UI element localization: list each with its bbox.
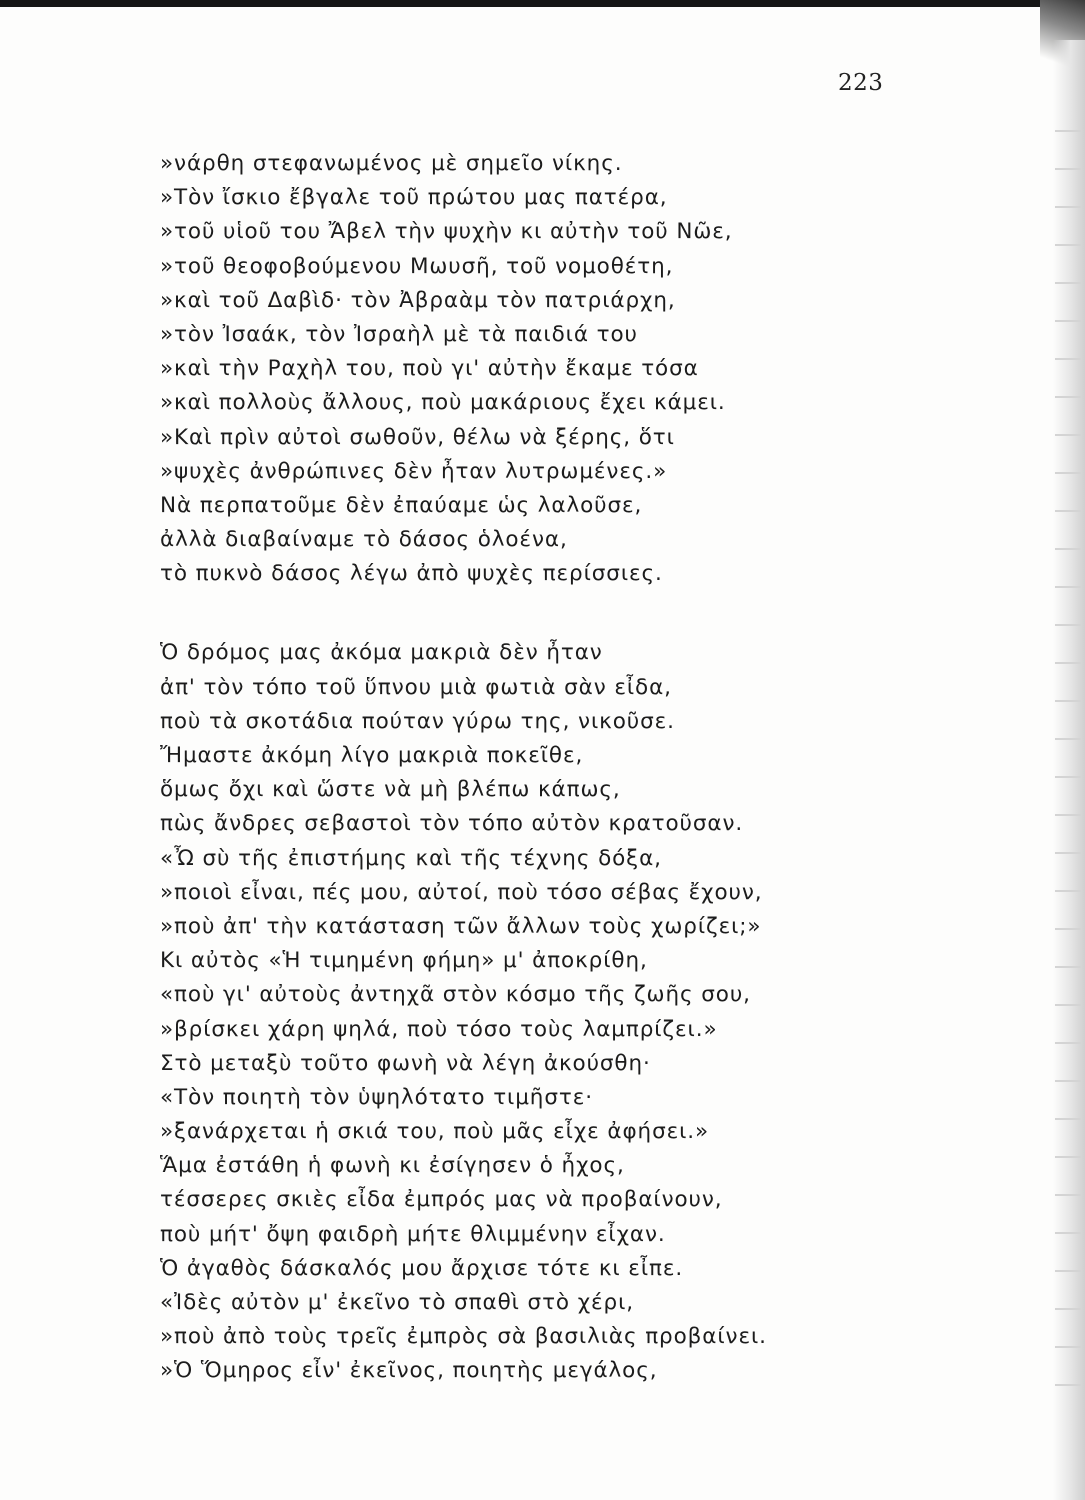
verse-line: Στὸ μεταξὺ τοῦτο φωνὴ νὰ λέγη ἀκούσθη· — [160, 1050, 651, 1076]
verse-line: »ψυχὲς ἀνθρώπινες δὲν ἦταν λυτρωμένες.» — [160, 458, 668, 484]
bleed-through-stroke — [1055, 168, 1081, 170]
bleed-through-stroke — [1055, 434, 1081, 436]
verse-line: »ποιοὶ εἶναι, πές μου, αὐτοί, ποὺ τόσο σέβας ἔχουν, — [160, 879, 763, 905]
verse-line: ποὺ μήτ' ὄψη φαιδρὴ μήτε θλιμμένην εἶχαν. — [160, 1221, 666, 1247]
bleed-through-stroke — [1055, 1384, 1081, 1386]
verse-line: «Ὦ σὺ τῆς ἐπιστήμης καὶ τῆς τέχνης δόξα, — [160, 845, 662, 871]
verse-line: »βρίσκει χάρη ψηλά, ποὺ τόσο τοὺς λαμπρίζει.» — [160, 1016, 718, 1042]
verse-line: »νάρθη στεφανωμένος μὲ σημεῖο νίκης. — [160, 151, 623, 176]
bleed-through-stroke — [1055, 624, 1081, 626]
bleed-through-stroke — [1055, 1346, 1081, 1348]
stanza — [160, 147, 1020, 591]
verse-line: »Καὶ πρὶν αὐτοὶ σωθοῦν, θέλω νὰ ξέρης, ὅτι — [160, 424, 675, 450]
bleed-through-stroke — [1055, 1194, 1081, 1196]
right-page-edge — [1053, 40, 1085, 1500]
verse-line: τὸ πυκνὸ δάσος λέγω ἀπὸ ψυχὲς περίσσιες. — [160, 561, 663, 587]
verse-line: «Τὸν ποιητὴ τὸν ὑψηλότατο τιμῆστε· — [160, 1084, 593, 1110]
bleed-through-stroke — [1055, 548, 1081, 550]
bleed-through-stroke — [1055, 1308, 1081, 1310]
poem-text — [160, 147, 1020, 1389]
bleed-through-stroke — [1055, 1156, 1081, 1158]
verse-line: πὼς ἄνδρες σεβαστοὶ τὸν τόπο αὐτὸν κρατοῦσαν. — [160, 811, 744, 837]
bleed-through-stroke — [1055, 1118, 1081, 1120]
page-number: 223 — [838, 70, 884, 96]
stanza-break — [160, 591, 1020, 636]
verse-line: Κι αὐτὸς «Ἡ τιμημένη φήμη» μ' ἀποκρίθη, — [160, 948, 648, 974]
verse-line: »Ὁ Ὅμηρος εἶν' ἐκεῖνος, ποιητὴς μεγάλος, — [160, 1358, 658, 1384]
verse-line: »τὸν Ἰσαάκ, τὸν Ἰσραὴλ μὲ τὰ παιδιά του — [160, 321, 638, 347]
verse-line: »τοῦ θεοφοβούμενου Μωυσῆ, τοῦ νομοθέτη, — [160, 253, 674, 279]
verse-line: »ξανάρχεται ἡ σκιά του, ποὺ μᾶς εἶχε ἀφήσει.» — [160, 1119, 710, 1145]
verse-line: «ποὺ γι' αὐτοὺς ἀντηχᾶ στὸν κόσμο τῆς ζωῆς σου, — [160, 982, 751, 1008]
verse-line: »Τὸν ἴσκιο ἔβγαλε τοῦ πρώτου μας πατέρα, — [160, 185, 668, 211]
bleed-through-stroke — [1055, 1042, 1081, 1044]
verse-line: »καὶ τοῦ Δαβὶδ· τὸν Ἀβραὰμ τὸν πατριάρχη, — [160, 287, 676, 313]
bleed-through-stroke — [1055, 206, 1081, 208]
verse-line: Ἅμα ἐστάθη ἡ φωνὴ κι ἐσίγησεν ὁ ἦχος, — [160, 1153, 625, 1179]
bleed-through-stroke — [1055, 890, 1081, 892]
bleed-through-stroke — [1055, 738, 1081, 740]
verse-line: »καὶ πολλοὺς ἄλλους, ποὺ μακάριους ἔχει κάμει. — [160, 390, 726, 416]
verse-line: «Ἰδὲς αὐτὸν μ' ἐκεῖνο τὸ σπαθὶ στὸ χέρι, — [160, 1290, 635, 1315]
bleed-through-stroke — [1055, 282, 1081, 284]
verse-line: »ποὺ ἀπὸ τοὺς τρεῖς ἐμπρὸς σὰ βασιλιὰς προβαίνει. — [160, 1324, 767, 1350]
verse-line: ἀπ' τὸν τόπο τοῦ ὕπνου μιὰ φωτιὰ σὰν εἶδα, — [160, 674, 672, 700]
bleed-through-stroke — [1055, 662, 1081, 664]
bleed-through-stroke — [1055, 776, 1081, 778]
stanza — [160, 636, 1020, 1388]
bleed-through-stroke — [1055, 814, 1081, 816]
bleed-through-stroke — [1055, 244, 1081, 246]
verse-line: »καὶ τὴν Ραχὴλ του, ποὺ γι' αὐτὴν ἔκαμε τόσα — [160, 356, 699, 382]
bleed-through-stroke — [1055, 358, 1081, 360]
verse-line: ἀλλὰ διαβαίναμε τὸ δάσος ὁλοένα, — [160, 527, 568, 553]
verse-line: Νὰ περπατοῦμε δὲν ἐπαύαμε ὡς λαλοῦσε, — [160, 492, 643, 518]
verse-line: Ὁ ἀγαθὸς δάσκαλός μου ἄρχισε τότε κι εἶπε. — [160, 1255, 684, 1281]
verse-line: Ἤμαστε ἀκόμη λίγο μακριὰ ποκεῖθε, — [160, 743, 584, 768]
bleed-through-stroke — [1055, 1080, 1081, 1082]
verse-line: τέσσερες σκιὲς εἶδα ἐμπρός μας νὰ προβαίνουν, — [160, 1187, 723, 1213]
bleed-through-stroke — [1055, 1004, 1081, 1006]
bleed-through-stroke — [1055, 510, 1081, 512]
verse-line: »ποὺ ἀπ' τὴν κατάσταση τῶν ἄλλων τοὺς χωρίζει;» — [160, 913, 762, 939]
scan-top-border — [0, 0, 1040, 7]
bleed-through-stroke — [1055, 1232, 1081, 1234]
bleed-through-stroke — [1055, 586, 1081, 588]
verse-line: »τοῦ υἱοῦ του Ἄβελ τὴν ψυχὴν κι αὐτὴν τοῦ Νῶε, — [160, 219, 733, 245]
verse-line: ὅμως ὄχι καὶ ὥστε νὰ μὴ βλέπω κάπως, — [160, 777, 621, 803]
bleed-through-stroke — [1055, 320, 1081, 322]
bleed-through-stroke — [1055, 396, 1081, 398]
bleed-through-stroke — [1055, 130, 1081, 132]
bleed-through-stroke — [1055, 966, 1081, 968]
verse-line: Ὁ δρόμος μας ἀκόμα μακριὰ δὲν ἦταν — [160, 640, 603, 666]
bleed-through-stroke — [1055, 852, 1081, 854]
bleed-through-stroke — [1055, 1270, 1081, 1272]
bleed-through-stroke — [1055, 472, 1081, 474]
bleed-through-stroke — [1055, 700, 1081, 702]
bleed-through-stroke — [1055, 928, 1081, 930]
verse-line: ποὺ τὰ σκοτάδια πούταν γύρω της, νικοῦσε. — [160, 708, 675, 734]
